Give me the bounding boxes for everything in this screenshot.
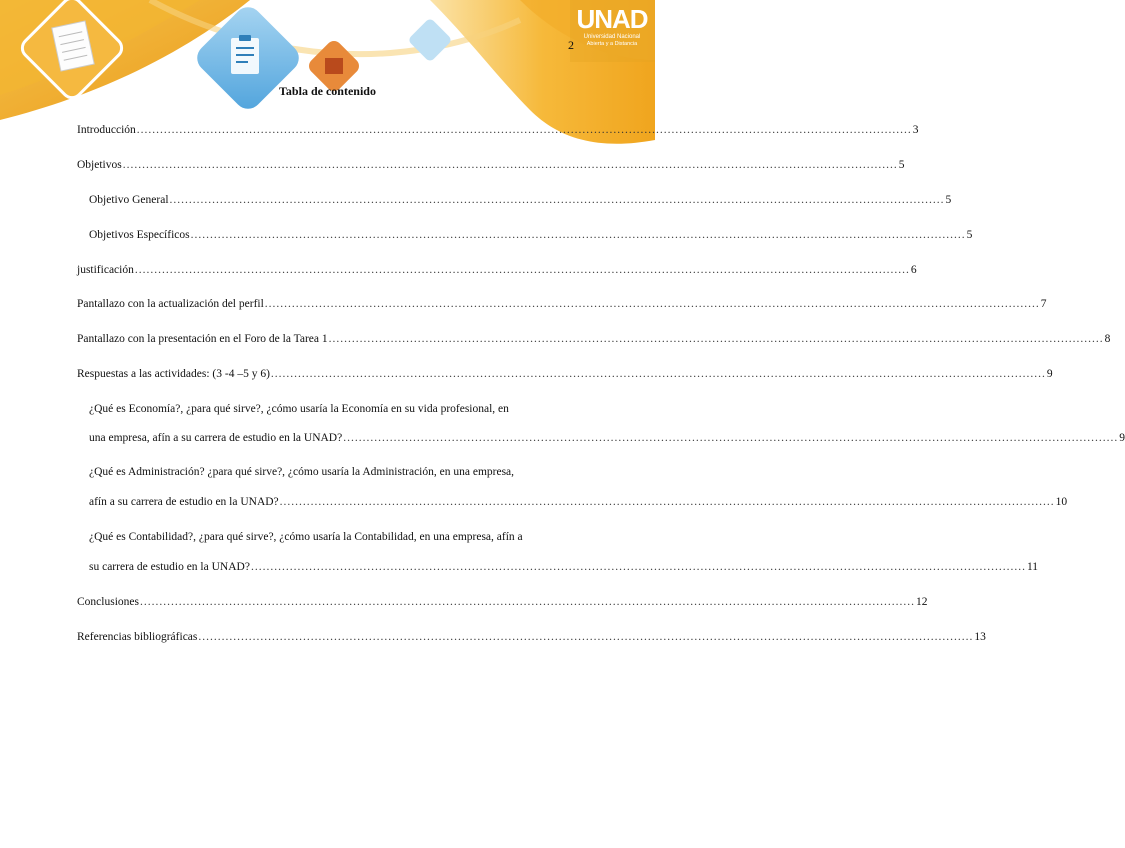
toc-entry[interactable] <box>89 403 577 419</box>
toc-entry[interactable] <box>89 531 577 547</box>
toc-entry-leader: ........................................................................................................................................................................................................ <box>328 333 1104 345</box>
toc-entry[interactable] <box>89 496 1068 512</box>
toc-entry-page: 9 <box>1046 368 1053 380</box>
toc-entry-text: Introducción <box>77 124 136 136</box>
toc-entry-text: Objetivos Específicos <box>89 229 190 241</box>
toc-entry-leader: ........................................................................................................................................................................................................ <box>139 596 915 608</box>
toc-entry-page: 7 <box>1040 298 1047 310</box>
toc-entry[interactable] <box>89 194 952 210</box>
logo-subtitle-1: Universidad Nacional <box>583 34 641 40</box>
toc-entry[interactable] <box>89 229 973 245</box>
toc-entry-leader: ........................................................................................................................................................................................................ <box>169 194 945 206</box>
toc-entry-text: ¿Qué es Contabilidad?, ¿para qué sirve?, ¿cómo usaría la Contabilidad, en una empresa, afín a <box>89 531 523 543</box>
toc-entry-leader: ........................................................................................................................................................................................................ <box>270 368 1046 380</box>
toc-entry-text: Objetivo General <box>89 194 169 206</box>
page-number: 2 <box>568 38 574 52</box>
toc-entry-text: Conclusiones <box>77 596 139 608</box>
toc-entry[interactable] <box>77 368 1053 384</box>
toc-entry-leader: ........................................................................................................................................................................................................ <box>343 432 1119 444</box>
toc-entry-text: ¿Qué es Administración? ¿para qué sirve?, ¿cómo usaría la Administración, en una empresa, <box>89 466 515 478</box>
toc-entry-text: Pantallazo con la presentación en el Foro de la Tarea 1 <box>77 333 328 345</box>
logo-subtitle-2: Abierta y a Distancia <box>586 41 638 47</box>
toc-entry-text: Pantallazo con la actualización del perfil <box>77 298 264 310</box>
toc-entry-leader: ........................................................................................................................................................................................................ <box>134 264 910 276</box>
unad-logo <box>574 4 650 47</box>
toc-entry-page: 13 <box>974 631 986 643</box>
toc-entry-text: afín a su carrera de estudio en la UNAD? <box>89 496 279 508</box>
toc-entry[interactable] <box>89 466 577 482</box>
toc-entry[interactable] <box>89 432 1125 448</box>
toc-entry-page: 5 <box>945 194 952 206</box>
toc-entry-leader: ........................................................................................................................................................................................................ <box>250 561 1026 573</box>
toc-entry-leader: ........................................................................................................................................................................................................ <box>279 496 1055 508</box>
toc-entry-text: Respuestas a las actividades: (3 -4 –5 y 6) <box>77 368 270 380</box>
toc-entry-text: ¿Qué es Economía?, ¿para qué sirve?, ¿cómo usaría la Economía en su vida profesional, en <box>89 403 509 415</box>
toc-title: Tabla de contenido <box>279 84 376 98</box>
toc-entry-leader: ........................................................................................................................................................................................................ <box>122 159 898 171</box>
toc-entry-page: 6 <box>910 264 917 276</box>
toc-entry[interactable] <box>77 333 1111 349</box>
toc-entry-text: una empresa, afín a su carrera de estudio en la UNAD? <box>89 432 343 444</box>
toc-entry-leader: ........................................................................................................................................................................................................ <box>136 124 912 136</box>
toc-entry-page: 8 <box>1104 333 1111 345</box>
toc-entry-page: 5 <box>898 159 905 171</box>
toc-entry-text: justificación <box>77 264 134 276</box>
toc-entry-leader: ........................................................................................................................................................................................................ <box>190 229 966 241</box>
toc-entry-page: 5 <box>966 229 973 241</box>
toc-entry-leader: ........................................................................................................................................................................................................ <box>198 631 974 643</box>
toc-entry-leader: ........................................................................................................................................................................................................ <box>264 298 1040 310</box>
toc-entry-text: Objetivos <box>77 159 122 171</box>
toc-entry[interactable] <box>77 124 919 140</box>
toc-entry[interactable] <box>89 561 1039 577</box>
toc-entry-page: 11 <box>1026 561 1039 573</box>
toc-entry-page: 9 <box>1119 432 1125 444</box>
toc-entry[interactable] <box>77 264 917 280</box>
toc-entry[interactable] <box>77 159 905 175</box>
toc-entry-page: 3 <box>912 124 919 136</box>
toc-entry-page: 10 <box>1055 496 1068 508</box>
toc-entry-page: 12 <box>915 596 928 608</box>
toc-entry-text: Referencias bibliográficas <box>77 631 198 643</box>
logo-wordmark: UNAD <box>576 4 648 34</box>
toc-entry[interactable] <box>77 631 986 647</box>
toc-entry[interactable] <box>77 596 928 612</box>
toc-entry-text: su carrera de estudio en la UNAD? <box>89 561 250 573</box>
toc-entry[interactable] <box>77 298 1047 314</box>
